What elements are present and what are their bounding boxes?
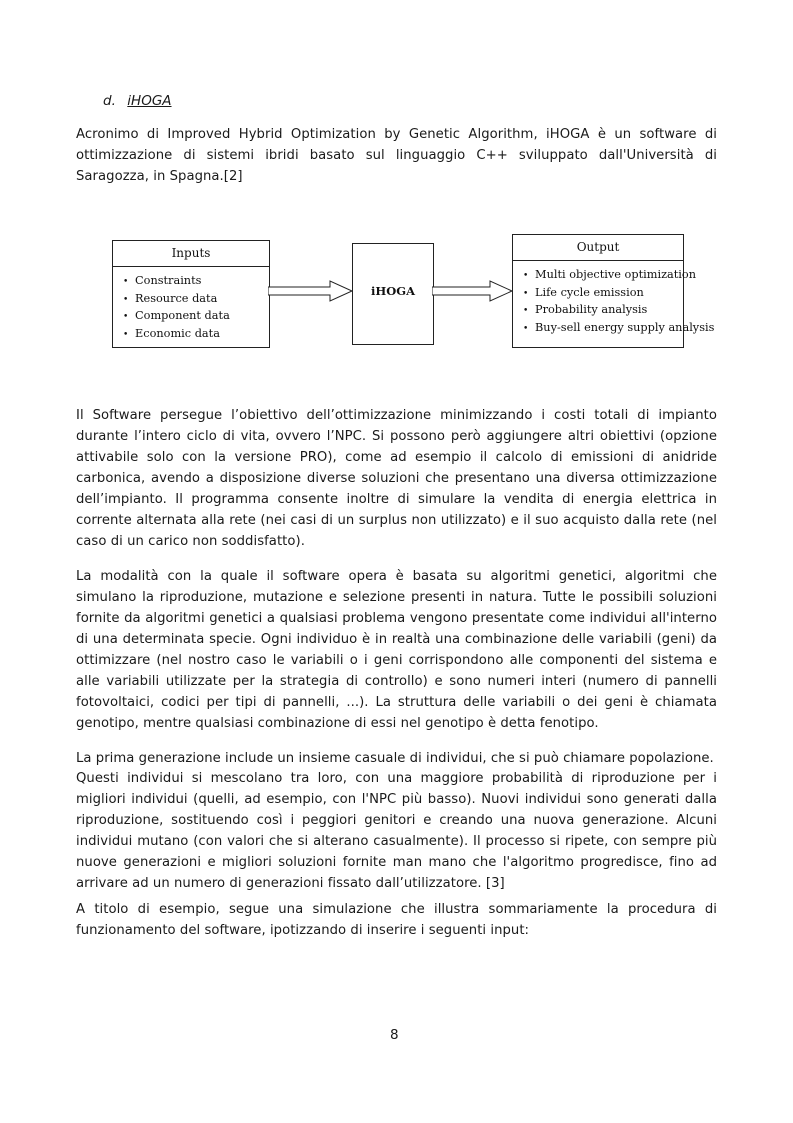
section-title: iHOGA [127,93,172,109]
inputs-list [113,267,269,343]
list-item: • Resource data [123,291,269,309]
bullet-icon: • [123,294,129,305]
genetic-paragraph: La modalità con la quale il software opera è basata su algoritmi genetici, algoritmi che simulano la riproduzione, mutazione e selezione presenti in natura. Tutte le possibili soluzioni fornite da algoritmi genetici a qualsiasi problema vengono presentate come individui all'interno di una determinata specie. Ogni individuo è in realtà una combinazione delle variabili (geni) da ottimizzare (nel nostro caso le variabili o i geni corrispondono alle componenti del sistema e alle variabili utilizzate per la strategia di controllo) e sono numeri interi (numero di pannelli fotovoltaici, codici per tipi di pannelli, ...). La struttura delle variabili o dei geni è chiamata genotipo, mentre qualsiasi combinazione di essi nel genotipo è detta fenotipo. [76,569,717,731]
ihoga-label: iHOGA [371,284,415,298]
arrow-right-icon [268,280,354,302]
list-item: • Probability analysis [523,302,683,320]
bullet-icon: • [523,306,529,316]
list-item: • Life cycle emission [523,285,683,303]
objective-paragraph: Il Software persegue l’obiettivo dell’ottimizzazione minimizzando i costi totali di impianto durante l’intero ciclo di vita, ovvero l’NPC. Si possono però aggiungere altri obiettivi (opzione attivabile solo con la versione PRO), come ad esempio il calcolo di emissioni di anidride carbonica, avendo a disposizione diverse soluzioni che presentano una diversa ottimizzazione dell’impianto. Il programma consente inoltre di simulare la vendita di energia elettrica in corrente alternata alla rete (nei casi di un surplus non utilizzato) e il suo acquisto dalla rete (nel caso di un carico non soddisfatto). [76,408,717,549]
inputs-box [112,240,270,348]
list-item: • Multi objective optimization [523,267,683,285]
section-number: d. [103,93,116,109]
list-item: • Component data [123,308,269,326]
bullet-icon: • [123,329,129,340]
example-paragraph: A titolo di esempio, segue una simulazione che illustra sommariamente la procedura di funzionamento del software, ipotizzando di inserire i seguenti input: [76,902,717,938]
output-list [513,261,715,337]
bullet-icon: • [523,271,529,281]
section-heading [103,93,172,109]
intro-paragraph: Acronimo di Improved Hybrid Optimization by Genetic Algorithm, iHOGA è un software di ottimizzazione di sistemi ibridi basato sul linguaggio C++ sviluppato dall'Università di Saragozza, in Spagna.[2] [76,127,717,184]
bullet-icon: • [523,288,529,299]
population-paragraph: Questi individui si mescolano tra loro, con una maggiore probabilità di riproduzione per i migliori individui (quelli, ad esempio, con l'NPC più basso). Nuovi individui sono generati dalla riproduzione, sostituendo così i peggiori genitori e creando una nuova generazione. Alcuni individui mutano (con valori che si alterano casualmente). Il processo si ripete, con sempre più nuove generazioni e migliori soluzioni fornite man mano che l'algoritmo progredisce, fino ad arrivare ad un numero di generazioni fissato dall’utilizzatore. [3] [76,771,717,891]
ihoga-box [352,243,434,345]
inputs-title: Inputs [113,241,269,267]
population-first-line: La prima generazione include un insieme casuale di individui, che si può chiamare popolazione. [76,751,714,766]
output-title: Output [513,235,683,261]
list-item: • Economic data [123,326,269,344]
page-number: 8 [390,1027,399,1043]
bullet-icon: • [523,323,529,334]
list-item: • Constraints [123,273,269,291]
output-box [512,234,715,348]
ihoga-diagram [110,232,715,352]
bullet-icon: • [123,312,129,322]
arrow-right-icon [432,280,514,302]
list-item: • Buy-sell energy supply analysis [523,320,683,338]
bullet-icon: • [123,277,129,287]
